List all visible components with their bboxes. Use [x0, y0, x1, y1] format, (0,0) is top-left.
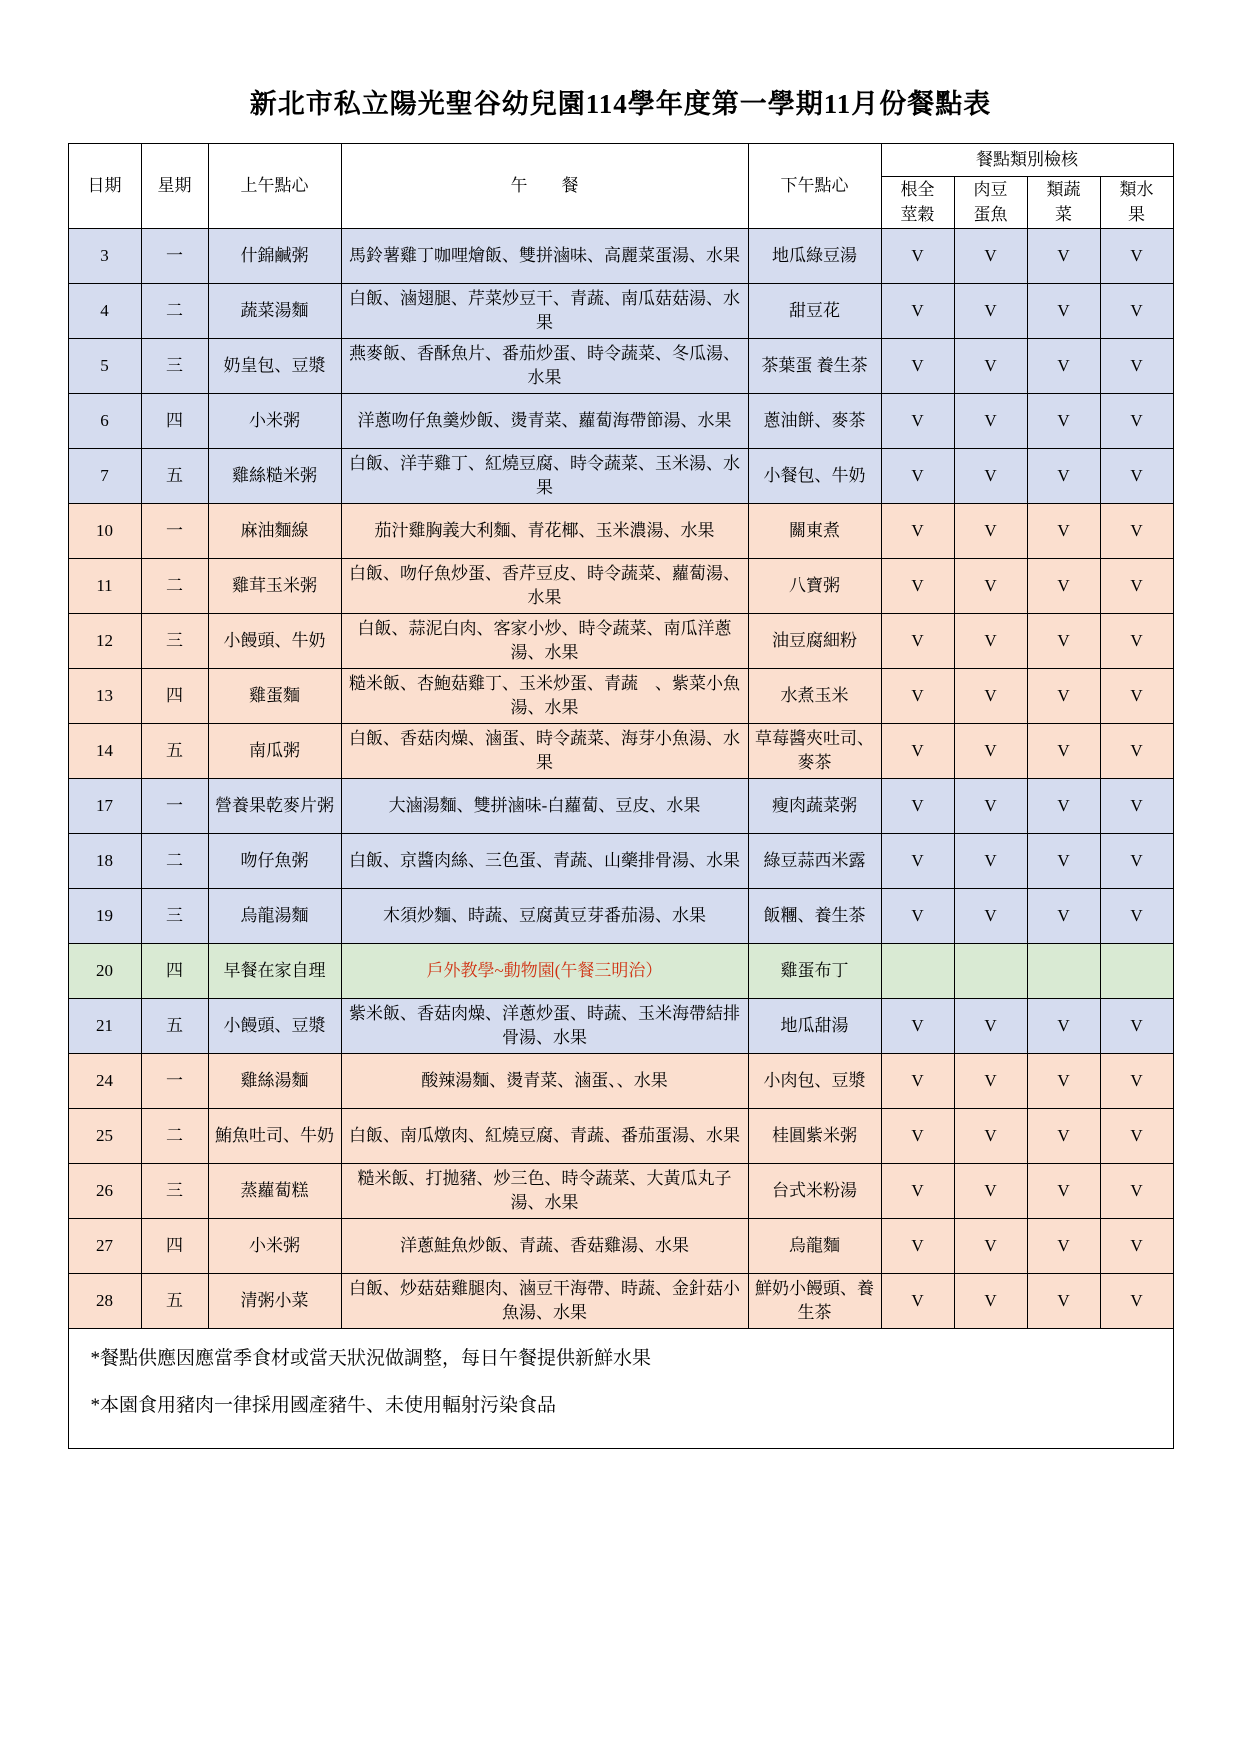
cell-check-fruit: V [1100, 504, 1173, 559]
cell-am-snack: 鮪魚吐司、牛奶 [208, 1109, 341, 1164]
cell-check-vegetable: V [1027, 1054, 1100, 1109]
table-row [68, 229, 1173, 284]
cell-check-vegetable: V [1027, 559, 1100, 614]
cell-check-vegetable: V [1027, 1274, 1100, 1329]
cell-pm-snack: 甜豆花 [748, 284, 881, 339]
cell-check-vegetable: V [1027, 284, 1100, 339]
cell-check-vegetable: V [1027, 779, 1100, 834]
cell-check-fruit: V [1100, 1109, 1173, 1164]
cell-week: 四 [141, 394, 208, 449]
cell-check-protein: V [954, 229, 1027, 284]
table-row [68, 834, 1173, 889]
cell-am-snack: 營養果乾麥片粥 [208, 779, 341, 834]
cell-check-fruit: V [1100, 999, 1173, 1054]
cell-week: 二 [141, 559, 208, 614]
cell-pm-snack: 飯糰、養生茶 [748, 889, 881, 944]
cell-check-fruit: V [1100, 229, 1173, 284]
cell-check-protein: V [954, 724, 1027, 779]
cell-week: 三 [141, 614, 208, 669]
cell-check-fruit: V [1100, 559, 1173, 614]
cell-week: 二 [141, 284, 208, 339]
cell-check-grain: V [881, 1109, 954, 1164]
table-row [68, 889, 1173, 944]
cell-check-fruit: V [1100, 284, 1173, 339]
cell-check-fruit: V [1100, 339, 1173, 394]
cell-date: 17 [68, 779, 141, 834]
cell-lunch: 白飯、吻仔魚炒蛋、香芹豆皮、時令蔬菜、蘿蔔湯、水果 [341, 559, 748, 614]
table-row [68, 944, 1173, 999]
cell-check-vegetable: V [1027, 1109, 1100, 1164]
cell-lunch: 洋蔥吻仔魚羹炒飯、燙青菜、蘿蔔海帶節湯、水果 [341, 394, 748, 449]
cell-check-vegetable [1027, 944, 1100, 999]
cell-pm-snack: 關東煮 [748, 504, 881, 559]
header-cat-vegetable-line2: 菜 [1055, 204, 1072, 224]
cell-am-snack: 南瓜粥 [208, 724, 341, 779]
header-date: 日期 [68, 144, 141, 229]
cell-check-fruit: V [1100, 889, 1173, 944]
cell-am-snack: 麻油麵線 [208, 504, 341, 559]
cell-lunch: 白飯、南瓜燉肉、紅燒豆腐、青蔬、番茄蛋湯、水果 [341, 1109, 748, 1164]
cell-check-fruit: V [1100, 1164, 1173, 1219]
cell-check-fruit: V [1100, 669, 1173, 724]
cell-date: 13 [68, 669, 141, 724]
cell-check-grain: V [881, 724, 954, 779]
cell-check-grain: V [881, 1054, 954, 1109]
cell-pm-snack: 綠豆蒜西米露 [748, 834, 881, 889]
cell-lunch: 大滷湯麵、雙拼滷味-白蘿蔔、豆皮、水果 [341, 779, 748, 834]
table-row [68, 1219, 1173, 1274]
cell-check-vegetable: V [1027, 724, 1100, 779]
cell-date: 18 [68, 834, 141, 889]
cell-week: 一 [141, 1054, 208, 1109]
cell-check-vegetable: V [1027, 999, 1100, 1054]
cell-check-grain: V [881, 1274, 954, 1329]
cell-check-vegetable: V [1027, 339, 1100, 394]
cell-check-vegetable: V [1027, 614, 1100, 669]
cell-check-vegetable: V [1027, 394, 1100, 449]
cell-date: 12 [68, 614, 141, 669]
cell-week: 五 [141, 1274, 208, 1329]
cell-date: 26 [68, 1164, 141, 1219]
table-row [68, 284, 1173, 339]
cell-date: 28 [68, 1274, 141, 1329]
cell-check-protein: V [954, 834, 1027, 889]
header-lunch: 午 餐 [341, 144, 748, 229]
cell-date: 14 [68, 724, 141, 779]
cell-lunch: 糙米飯、杏鮑菇雞丁、玉米炒蛋、青蔬 、紫菜小魚湯、水果 [341, 669, 748, 724]
header-cat-grain-line1: 根全 [900, 180, 935, 199]
cell-week: 四 [141, 944, 208, 999]
cell-am-snack: 早餐在家自理 [208, 944, 341, 999]
cell-pm-snack: 地瓜綠豆湯 [748, 229, 881, 284]
cell-check-grain: V [881, 394, 954, 449]
cell-lunch: 木須炒麵、時蔬、豆腐黃豆芽番茄湯、水果 [341, 889, 748, 944]
header-cat-protein-line1: 肉豆 [973, 180, 1008, 199]
cell-check-protein: V [954, 449, 1027, 504]
cell-week: 三 [141, 889, 208, 944]
cell-pm-snack: 瘦肉蔬菜粥 [748, 779, 881, 834]
header-category-check: 餐點類別檢核 [881, 144, 1173, 177]
cell-check-grain: V [881, 614, 954, 669]
header-cat-vegetable [1027, 177, 1100, 229]
cell-check-grain: V [881, 559, 954, 614]
header-cat-fruit [1100, 177, 1173, 229]
cell-pm-snack: 油豆腐細粉 [748, 614, 881, 669]
cell-date: 6 [68, 394, 141, 449]
cell-week: 五 [141, 449, 208, 504]
cell-check-protein [954, 944, 1027, 999]
cell-pm-snack: 八寶粥 [748, 559, 881, 614]
cell-week: 四 [141, 669, 208, 724]
header-cat-fruit-line1: 類水 [1119, 180, 1154, 199]
header-cat-protein [954, 177, 1027, 229]
table-row [68, 779, 1173, 834]
table-row [68, 449, 1173, 504]
cell-check-protein: V [954, 614, 1027, 669]
cell-week: 二 [141, 834, 208, 889]
cell-check-protein: V [954, 669, 1027, 724]
table-row [68, 339, 1173, 394]
table-body [68, 229, 1173, 1329]
cell-am-snack: 小饅頭、牛奶 [208, 614, 341, 669]
cell-date: 21 [68, 999, 141, 1054]
cell-am-snack: 雞絲糙米粥 [208, 449, 341, 504]
table-row [68, 1054, 1173, 1109]
cell-check-grain: V [881, 779, 954, 834]
header-cat-protein-line2: 蛋魚 [973, 204, 1008, 224]
cell-check-fruit: V [1100, 724, 1173, 779]
table-row [68, 614, 1173, 669]
cell-week: 一 [141, 229, 208, 284]
cell-check-grain: V [881, 999, 954, 1054]
cell-date: 25 [68, 1109, 141, 1164]
cell-lunch: 馬鈴薯雞丁咖哩燴飯、雙拼滷味、高麗菜蛋湯、水果 [341, 229, 748, 284]
cell-check-fruit: V [1100, 779, 1173, 834]
cell-date: 10 [68, 504, 141, 559]
table-row [68, 559, 1173, 614]
cell-am-snack: 清粥小菜 [208, 1274, 341, 1329]
cell-date: 4 [68, 284, 141, 339]
cell-am-snack: 蔬菜湯麵 [208, 284, 341, 339]
cell-am-snack: 吻仔魚粥 [208, 834, 341, 889]
menu-table [68, 143, 1174, 1329]
cell-lunch: 白飯、洋芋雞丁、紅燒豆腐、時令蔬菜、玉米湯、水果 [341, 449, 748, 504]
cell-pm-snack: 小餐包、牛奶 [748, 449, 881, 504]
notes-block [68, 1329, 1174, 1449]
cell-check-protein: V [954, 339, 1027, 394]
cell-check-vegetable: V [1027, 229, 1100, 284]
cell-check-protein: V [954, 1109, 1027, 1164]
cell-date: 3 [68, 229, 141, 284]
cell-pm-snack: 地瓜甜湯 [748, 999, 881, 1054]
cell-am-snack: 蒸蘿蔔糕 [208, 1164, 341, 1219]
header-cat-grain [881, 177, 954, 229]
note-2: *本園食用豬肉一律採用國產豬牛、未使用輻射污染食品 [90, 1394, 557, 1416]
cell-check-protein: V [954, 779, 1027, 834]
cell-date: 7 [68, 449, 141, 504]
cell-am-snack: 雞蛋麵 [208, 669, 341, 724]
cell-check-grain: V [881, 669, 954, 724]
cell-am-snack: 烏龍湯麵 [208, 889, 341, 944]
cell-check-grain: V [881, 1219, 954, 1274]
cell-check-vegetable: V [1027, 834, 1100, 889]
cell-week: 三 [141, 339, 208, 394]
cell-check-grain: V [881, 1164, 954, 1219]
cell-week: 五 [141, 999, 208, 1054]
cell-check-fruit: V [1100, 1219, 1173, 1274]
page-title: 新北市私立陽光聖谷幼兒園114學年度第一學期11月份餐點表 [249, 89, 992, 119]
cell-pm-snack: 雞蛋布丁 [748, 944, 881, 999]
cell-date: 20 [68, 944, 141, 999]
cell-check-vegetable: V [1027, 1164, 1100, 1219]
cell-lunch: 糙米飯、打拋豬、炒三色、時令蔬菜、大黃瓜丸子湯、水果 [341, 1164, 748, 1219]
cell-check-grain: V [881, 889, 954, 944]
cell-lunch: 戶外教學~動物園(午餐三明治） [341, 944, 748, 999]
cell-check-protein: V [954, 1219, 1027, 1274]
cell-am-snack: 雞絲湯麵 [208, 1054, 341, 1109]
table-row [68, 669, 1173, 724]
cell-pm-snack: 鮮奶小饅頭、養生茶 [748, 1274, 881, 1329]
cell-am-snack: 雞茸玉米粥 [208, 559, 341, 614]
table-row [68, 999, 1173, 1054]
cell-week: 一 [141, 504, 208, 559]
cell-check-grain [881, 944, 954, 999]
header-cat-vegetable-line1: 類蔬 [1046, 180, 1081, 199]
table-row [68, 1164, 1173, 1219]
header-am-snack: 上午點心 [208, 144, 341, 229]
cell-am-snack: 什錦鹹粥 [208, 229, 341, 284]
cell-pm-snack: 蔥油餅、麥茶 [748, 394, 881, 449]
cell-check-fruit: V [1100, 1054, 1173, 1109]
cell-check-grain: V [881, 284, 954, 339]
cell-lunch: 洋蔥鮭魚炒飯、青蔬、香菇雞湯、水果 [341, 1219, 748, 1274]
cell-check-vegetable: V [1027, 1219, 1100, 1274]
cell-lunch: 酸辣湯麵、燙青菜、滷蛋、、水果 [341, 1054, 748, 1109]
table-row [68, 1274, 1173, 1329]
header-pm-snack: 下午點心 [748, 144, 881, 229]
cell-pm-snack: 茶葉蛋 養生茶 [748, 339, 881, 394]
cell-lunch: 白飯、炒菇菇雞腿肉、滷豆干海帶、時蔬、金針菇小魚湯、水果 [341, 1274, 748, 1329]
cell-check-grain: V [881, 339, 954, 394]
note-1: *餐點供應因應當季食材或當天狀況做調整，每日午餐提供新鮮水果 [90, 1348, 652, 1370]
cell-check-protein: V [954, 1054, 1027, 1109]
cell-week: 三 [141, 1164, 208, 1219]
table-row [68, 724, 1173, 779]
cell-lunch: 白飯、京醬肉絲、三色蛋、青蔬、山藥排骨湯、水果 [341, 834, 748, 889]
cell-check-vegetable: V [1027, 889, 1100, 944]
cell-pm-snack: 烏龍麵 [748, 1219, 881, 1274]
cell-check-grain: V [881, 229, 954, 284]
cell-check-fruit: V [1100, 834, 1173, 889]
cell-pm-snack: 台式米粉湯 [748, 1164, 881, 1219]
cell-lunch: 白飯、香菇肉燥、滷蛋、時令蔬菜、海芽小魚湯、水果 [341, 724, 748, 779]
cell-check-protein: V [954, 1164, 1027, 1219]
cell-week: 四 [141, 1219, 208, 1274]
cell-check-vegetable: V [1027, 449, 1100, 504]
cell-check-fruit: V [1100, 1274, 1173, 1329]
cell-week: 二 [141, 1109, 208, 1164]
cell-lunch: 茄汁雞胸義大利麵、青花椰、玉米濃湯、水果 [341, 504, 748, 559]
cell-date: 11 [68, 559, 141, 614]
cell-check-fruit: V [1100, 449, 1173, 504]
cell-pm-snack: 水煮玉米 [748, 669, 881, 724]
cell-check-protein: V [954, 394, 1027, 449]
cell-am-snack: 小米粥 [208, 394, 341, 449]
cell-am-snack: 奶皇包、豆漿 [208, 339, 341, 394]
cell-pm-snack: 小肉包、豆漿 [748, 1054, 881, 1109]
cell-am-snack: 小饅頭、豆漿 [208, 999, 341, 1054]
cell-date: 24 [68, 1054, 141, 1109]
cell-check-protein: V [954, 284, 1027, 339]
header-week: 星期 [141, 144, 208, 229]
cell-lunch: 紫米飯、香菇肉燥、洋蔥炒蛋、時蔬、玉米海帶結排骨湯、水果 [341, 999, 748, 1054]
cell-check-protein: V [954, 1274, 1027, 1329]
header-cat-grain-line2: 莖穀 [900, 204, 935, 224]
header-cat-fruit-line2: 果 [1128, 204, 1145, 224]
cell-am-snack: 小米粥 [208, 1219, 341, 1274]
cell-check-vegetable: V [1027, 669, 1100, 724]
cell-check-fruit [1100, 944, 1173, 999]
cell-date: 5 [68, 339, 141, 394]
cell-check-vegetable: V [1027, 504, 1100, 559]
cell-check-protein: V [954, 504, 1027, 559]
table-row [68, 1109, 1173, 1164]
cell-check-fruit: V [1100, 394, 1173, 449]
cell-check-grain: V [881, 504, 954, 559]
cell-lunch: 燕麥飯、香酥魚片、番茄炒蛋、時令蔬菜、冬瓜湯、水果 [341, 339, 748, 394]
cell-lunch: 白飯、滷翅腿、芹菜炒豆干、青蔬、南瓜菇菇湯、水果 [341, 284, 748, 339]
cell-date: 19 [68, 889, 141, 944]
cell-check-grain: V [881, 449, 954, 504]
cell-check-grain: V [881, 834, 954, 889]
table-header [68, 144, 1173, 229]
cell-pm-snack: 草莓醬夾吐司、麥茶 [748, 724, 881, 779]
cell-week: 一 [141, 779, 208, 834]
cell-lunch: 白飯、蒜泥白肉、客家小炒、時令蔬菜、南瓜洋蔥湯、水果 [341, 614, 748, 669]
cell-check-protein: V [954, 559, 1027, 614]
cell-check-fruit: V [1100, 614, 1173, 669]
table-row [68, 394, 1173, 449]
cell-date: 27 [68, 1219, 141, 1274]
cell-pm-snack: 桂圓紫米粥 [748, 1109, 881, 1164]
cell-check-protein: V [954, 999, 1027, 1054]
cell-check-protein: V [954, 889, 1027, 944]
cell-week: 五 [141, 724, 208, 779]
table-row [68, 504, 1173, 559]
